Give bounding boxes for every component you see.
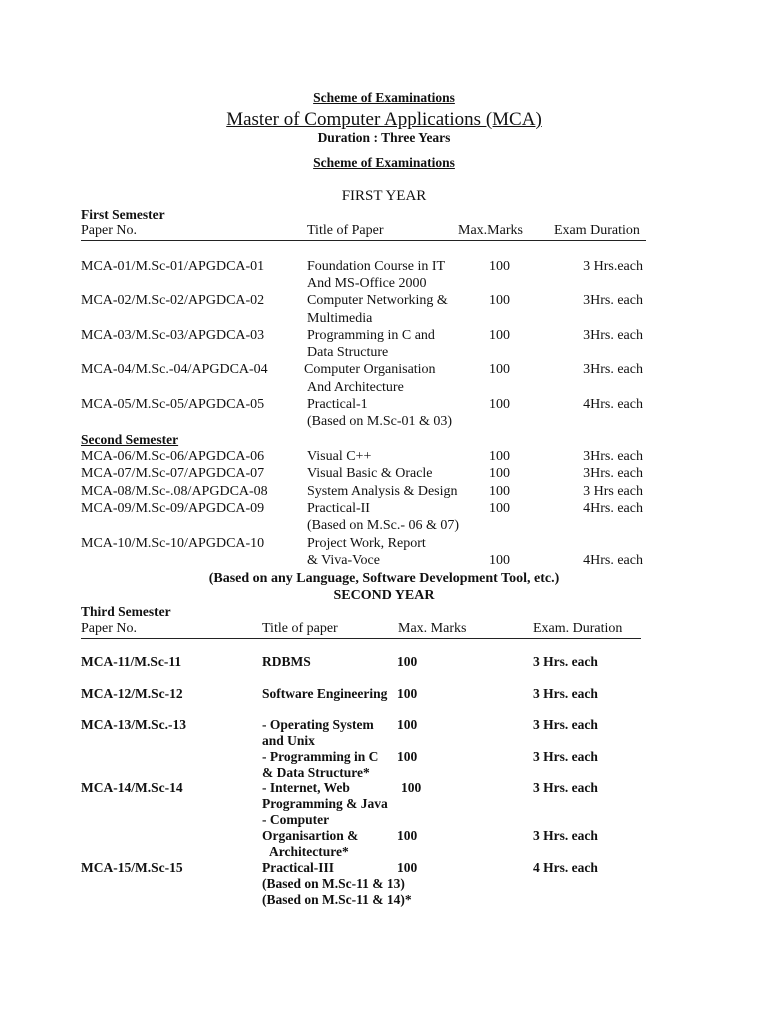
max-marks: 100 [489,553,510,568]
paper-title-line-1: - Internet, Web [262,780,350,795]
scheme-heading-top: Scheme of Examinations [313,90,455,105]
paper-title-line-2: Multimedia [307,311,373,326]
exam-duration: 3 Hrs.each [583,259,643,274]
scheme-heading-sub: Scheme of Examinations [313,155,455,170]
paper-title-line-2: Organisartion & [262,828,359,843]
col-header-paper-no: Paper No. [81,223,137,238]
max-marks: 100 [397,717,418,732]
paper-no: MCA-10/M.Sc-10/APGDCA-10 [81,536,265,551]
max-marks: 100 [397,686,418,701]
max-marks: 100 [397,828,418,843]
paper-title-line-1: - Programming in C [262,749,379,764]
paper-no: MCA-12/M.Sc-12 [81,686,183,701]
max-marks: 100 [489,484,510,499]
paper-no: MCA-03/M.Sc-03/APGDCA-03 [81,328,265,343]
paper-title-line-1: Project Work, Report [307,536,426,551]
second-semester-title: Second Semester [81,432,179,447]
paper-title-line-1: - Computer [262,812,330,827]
exam-duration: 3Hrs. each [583,466,643,481]
paper-no: MCA-08/M.Sc-.08/APGDCA-08 [81,484,268,499]
exam-duration: 3 Hrs each [583,484,643,499]
paper-title-line-2: (Based on M.Sc-01 & 03) [307,414,453,429]
paper-no: MCA-13/M.Sc.-13 [81,717,186,732]
second-year-heading: SECOND YEAR [333,588,435,603]
max-marks: 100 [489,259,510,274]
paper-no: MCA-14/M.Sc-14 [81,780,183,795]
paper-title-line-2: and Unix [262,733,315,748]
exam-duration: 4Hrs. each [583,501,643,516]
paper-title-line-1: Visual C++ [307,449,372,464]
paper-no: MCA-04/M.Sc.-04/APGDCA-04 [81,362,268,377]
paper-no: MCA-07/M.Sc-07/APGDCA-07 [81,466,265,481]
paper-title: Software Engineering [262,686,388,701]
col-header-max-marks: Max.Marks [458,223,523,238]
paper-title-line-1: Visual Basic & Oracle [307,466,433,481]
col-header-title: Title of Paper [307,223,384,238]
paper-title-line-1: Practical-II [307,501,370,516]
paper-title-line-1: Computer Organisation [304,362,436,377]
max-marks: 100 [401,780,422,795]
exam-duration: 3Hrs. each [583,449,643,464]
col-header-exam-duration: Exam Duration [554,223,640,238]
paper-title-line-2: Programming & Java [262,796,388,811]
max-marks: 100 [397,860,418,875]
paper-title: RDBMS [262,654,311,669]
paper-title-line-1: Computer Networking & [307,293,448,308]
paper-title-line-3: Architecture* [269,844,349,859]
paper-title-line-1: - Operating System [262,717,374,732]
paper-title-line-2: And Architecture [307,380,404,395]
exam-duration: 3Hrs. each [583,328,643,343]
page-title: Master of Computer Applications (MCA) [226,109,542,130]
exam-duration: 4Hrs. each [583,553,643,568]
paper-title-line-2: (Based on M.Sc-11 & 13) [262,876,405,891]
paper-no: MCA-01/M.Sc-01/APGDCA-01 [81,259,265,274]
paper-no: MCA-05/M.Sc-05/APGDCA-05 [81,397,265,412]
max-marks: 100 [489,397,510,412]
paper-title-line-1: Practical-1 [307,397,368,412]
based-on-note: (Based on any Language, Software Development Tool, etc.) [208,571,560,586]
exam-duration: 3 Hrs. each [533,686,598,701]
exam-duration: 3 Hrs. each [533,780,598,795]
col-header-max-marks: Max. Marks [398,621,467,636]
exam-duration: 3Hrs. each [583,362,643,377]
paper-no: MCA-02/M.Sc-02/APGDCA-02 [81,293,265,308]
paper-no: MCA-11/M.Sc-11 [81,654,182,669]
max-marks: 100 [489,362,510,377]
max-marks: 100 [397,749,418,764]
paper-title-line-1: Practical-III [262,860,334,875]
paper-title-line-2: Data Structure [307,345,389,360]
header-divider [81,240,646,241]
max-marks: 100 [489,501,510,516]
exam-duration: 3Hrs. each [583,293,643,308]
exam-duration: 4 Hrs. each [533,860,598,875]
first-year-heading: FIRST YEAR [341,188,427,204]
duration-line: Duration : Three Years [317,130,451,145]
paper-no: MCA-09/M.Sc-09/APGDCA-09 [81,501,265,516]
paper-no: MCA-15/M.Sc-15 [81,860,183,875]
col-header-paper-no: Paper No. [81,621,137,636]
exam-duration: 4Hrs. each [583,397,643,412]
paper-title-line-1: Programming in C and [307,328,435,343]
third-semester-title: Third Semester [81,604,171,619]
max-marks: 100 [489,293,510,308]
header-divider [81,638,641,639]
max-marks: 100 [489,466,510,481]
paper-title-line-2: And MS-Office 2000 [307,276,427,291]
paper-title-line-1: Foundation Course in IT [307,259,446,274]
exam-duration: 3 Hrs. each [533,828,598,843]
paper-title-line-2: (Based on M.Sc.- 06 & 07) [307,518,460,533]
paper-no: MCA-06/M.Sc-06/APGDCA-06 [81,449,265,464]
col-header-exam-duration: Exam. Duration [533,621,623,636]
paper-title-line-2: & Data Structure* [262,765,370,780]
max-marks: 100 [489,328,510,343]
exam-duration: 3 Hrs. each [533,749,598,764]
col-header-title: Title of paper [262,621,338,636]
paper-title-line-3: (Based on M.Sc-11 & 14)* [262,892,412,907]
paper-title-line-1: System Analysis & Design [307,484,458,499]
exam-duration: 3 Hrs. each [533,654,598,669]
first-semester-title: First Semester [81,207,165,222]
max-marks: 100 [489,449,510,464]
paper-title-line-2: & Viva-Voce [307,553,380,568]
max-marks: 100 [397,654,418,669]
exam-duration: 3 Hrs. each [533,717,598,732]
